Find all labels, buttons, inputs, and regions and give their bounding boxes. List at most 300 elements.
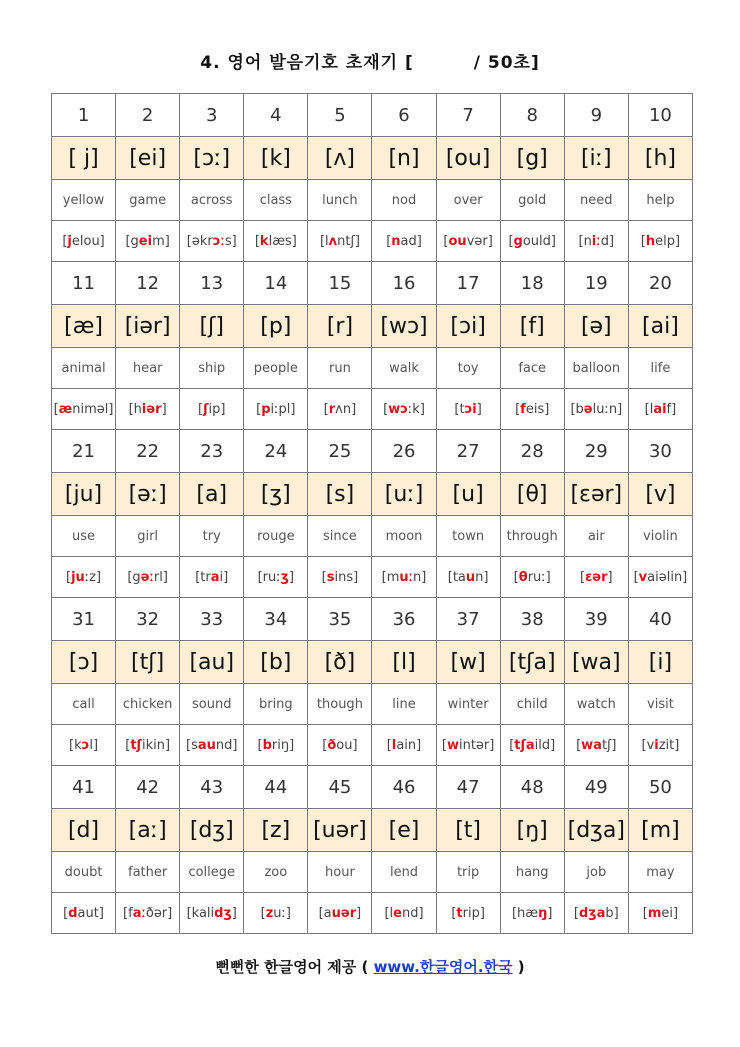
word-cell: call [52, 684, 116, 725]
symbol-cell: [iː] [564, 137, 628, 180]
footer [0, 956, 740, 977]
symbol-cell: [l] [372, 641, 436, 684]
ipa-text: uː] [273, 905, 291, 921]
number-cell: 15 [308, 262, 372, 305]
ipa-text: ikin] [141, 737, 171, 753]
title-prefix: 4. 영어 발음기호 초재기 [ [200, 53, 414, 73]
footer-end: ) [512, 958, 525, 976]
symbol-cell: [i] [628, 641, 692, 684]
ipa-highlight: au [197, 737, 216, 753]
ipa-cell [244, 221, 308, 262]
number-cell: 47 [436, 766, 500, 809]
word-cell: violin [628, 516, 692, 557]
ipa-cell [116, 221, 180, 262]
ipa-text: n] [413, 569, 427, 585]
number-cell: 35 [308, 598, 372, 641]
ipa-text: [ [254, 233, 260, 249]
symbol-cell: [uər] [308, 809, 372, 852]
number-cell: 46 [372, 766, 436, 809]
ipa-text: [ [633, 569, 639, 585]
ipa-text: [ [451, 905, 457, 921]
word-cell: child [500, 684, 564, 725]
ipa-cell [244, 389, 308, 430]
ipa-text: ːk] [407, 401, 425, 417]
footer-link[interactable]: www.한글영어.한국 [373, 958, 513, 976]
ipa-text: d] [600, 233, 615, 249]
word-cell: class [244, 180, 308, 221]
ipa-cell [436, 893, 500, 934]
ipa-text: [ [573, 905, 579, 921]
word-cell: father [116, 852, 180, 893]
num-row [52, 262, 693, 305]
ipa-text: [v [641, 737, 655, 753]
ipa-text: [ruː [257, 569, 281, 585]
word-cell: across [180, 180, 244, 221]
ipa-text: [ [323, 401, 329, 417]
ipa-text: s] [224, 233, 237, 249]
ipa-text: [ [66, 569, 72, 585]
ipa-text: ntʃ] [337, 233, 360, 249]
ipa-cell [500, 389, 564, 430]
ipa-highlight: l [391, 737, 397, 753]
number-cell: 19 [564, 262, 628, 305]
ipa-highlight: i [654, 737, 659, 753]
ipa-cell [628, 557, 692, 598]
number-cell: 10 [628, 94, 692, 137]
symbol-cell: [θ] [500, 473, 564, 516]
ipa-text: [hæ [511, 905, 539, 921]
ipa-text: luːn] [592, 401, 623, 417]
number-cell: 40 [628, 598, 692, 641]
ipa-text: ʌn] [335, 401, 357, 417]
number-cell: 26 [372, 430, 436, 473]
ipa-highlight: a [210, 569, 220, 585]
ipa-text: [l [644, 401, 654, 417]
word-cell: may [628, 852, 692, 893]
ipa-highlight: æ [58, 401, 73, 417]
ipa-text: ei] [661, 905, 679, 921]
ipa-text: [ [386, 737, 392, 753]
sym-row [52, 137, 693, 180]
ipa-text: nd] [215, 737, 238, 753]
symbol-cell: [m] [628, 809, 692, 852]
ipa-text: ] [356, 905, 362, 921]
ipa-text: ou] [336, 737, 358, 753]
symbol-cell: [wa] [564, 641, 628, 684]
symbol-cell: [aː] [116, 809, 180, 852]
ipa-text: ] [231, 905, 237, 921]
ipa-highlight: θ [518, 569, 528, 585]
ipa-highlight: ʒ [280, 569, 289, 585]
word-cell: lunch [308, 180, 372, 221]
ipa-text: [ [322, 737, 328, 753]
ipa-text: ðər] [145, 905, 173, 921]
word-cell: lend [372, 852, 436, 893]
symbol-cell: [ai] [628, 305, 692, 348]
ipa-cell [500, 893, 564, 934]
number-cell: 38 [500, 598, 564, 641]
number-cell: 49 [564, 766, 628, 809]
ipa-text: aiəlin] [647, 569, 688, 585]
word-cell: air [564, 516, 628, 557]
ipa-highlight: e [393, 905, 402, 921]
sym-row [52, 809, 693, 852]
ipa-highlight: r [328, 401, 336, 417]
ipa-text: [h [128, 401, 142, 417]
ipa-cell [116, 557, 180, 598]
ipa-highlight: ɔː [212, 233, 225, 249]
word-cell: watch [564, 684, 628, 725]
ipa-highlight: ou [448, 233, 467, 249]
ipa-text: [ [579, 569, 586, 585]
ipa-cell [308, 725, 372, 766]
ipa-cell [244, 557, 308, 598]
ipa-row [52, 389, 693, 430]
ipa-cell [308, 389, 372, 430]
word-row [52, 516, 693, 557]
ipa-text: ain] [396, 737, 422, 753]
symbol-cell: [a] [180, 473, 244, 516]
ipa-highlight: ʃ [203, 401, 209, 417]
ipa-cell [436, 389, 500, 430]
word-cell: use [52, 516, 116, 557]
ipa-cell [564, 389, 628, 430]
ipa-text: i] [219, 569, 229, 585]
ipa-text: elou] [71, 233, 105, 249]
ipa-text: [ [321, 569, 327, 585]
ipa-text: [n [578, 233, 592, 249]
number-cell: 45 [308, 766, 372, 809]
number-cell: 30 [628, 430, 692, 473]
number-cell: 14 [244, 262, 308, 305]
ipa-highlight: f [520, 401, 526, 417]
ipa-text: ins] [334, 569, 359, 585]
ipa-cell [116, 389, 180, 430]
ipa-row [52, 893, 693, 934]
word-cell: through [500, 516, 564, 557]
ipa-highlight: j [67, 233, 72, 249]
ipa-text: n] [475, 569, 489, 585]
symbol-cell: [w] [436, 641, 500, 684]
ipa-text: [t [454, 401, 465, 417]
ipa-text: ːz] [84, 569, 102, 585]
ipa-highlight: dʒa [578, 905, 606, 921]
ipa-text: tʃ] [601, 737, 617, 753]
number-cell: 41 [52, 766, 116, 809]
ipa-cell [180, 725, 244, 766]
ipa-text: [ [509, 737, 515, 753]
symbol-cell: [ei] [116, 137, 180, 180]
ipa-text: ad] [400, 233, 422, 249]
number-cell: 50 [628, 766, 692, 809]
ipa-text: [ [125, 737, 131, 753]
symbol-cell: [wɔ] [372, 305, 436, 348]
ipa-highlight: wa [581, 737, 602, 753]
symbol-cell: [g] [500, 137, 564, 180]
ipa-text: aut] [77, 905, 104, 921]
symbol-cell: [z] [244, 809, 308, 852]
number-cell: 11 [52, 262, 116, 305]
ipa-highlight: ai [653, 401, 667, 417]
ipa-highlight: wɔ [388, 401, 408, 417]
ipa-text: [ [260, 905, 266, 921]
ipa-text: b] [605, 905, 619, 921]
word-cell: ship [180, 348, 244, 389]
ipa-text: [ [62, 233, 68, 249]
word-cell: run [308, 348, 372, 389]
ipa-text: [f [123, 905, 133, 921]
sym-row [52, 473, 693, 516]
ipa-cell [436, 557, 500, 598]
ipa-highlight: tʃ [130, 737, 142, 753]
ipa-text: ] [476, 401, 482, 417]
ipa-highlight: iər [141, 401, 162, 417]
word-cell: moon [372, 516, 436, 557]
ipa-highlight: k [259, 233, 269, 249]
symbol-cell: [t] [436, 809, 500, 852]
symbol-cell: [dʒ] [180, 809, 244, 852]
symbol-cell: [ə] [564, 305, 628, 348]
word-cell: hear [116, 348, 180, 389]
ipa-cell [52, 725, 116, 766]
ipa-highlight: g [513, 233, 523, 249]
word-cell: balloon [564, 348, 628, 389]
ipa-cell [500, 221, 564, 262]
ipa-text: [ [576, 737, 582, 753]
symbol-cell: [ʒ] [244, 473, 308, 516]
ipa-text: læs] [268, 233, 297, 249]
ipa-highlight: w [446, 737, 459, 753]
ipa-highlight: t [456, 905, 463, 921]
symbol-cell: [tʃa] [500, 641, 564, 684]
ipa-text: [ [515, 401, 521, 417]
ipa-cell [372, 389, 436, 430]
ipa-cell [52, 389, 116, 430]
ipa-text: ild] [534, 737, 556, 753]
ipa-text: [l [319, 233, 329, 249]
symbol-cell: [ð] [308, 641, 372, 684]
sym-row [52, 641, 693, 684]
ipa-cell [500, 725, 564, 766]
word-cell: try [180, 516, 244, 557]
word-cell: yellow [52, 180, 116, 221]
word-row [52, 348, 693, 389]
number-cell: 43 [180, 766, 244, 809]
number-cell: 2 [116, 94, 180, 137]
ipa-highlight: aː [132, 905, 146, 921]
ipa-cell [372, 893, 436, 934]
ipa-text: [k [69, 737, 82, 753]
ipa-cell [308, 557, 372, 598]
ipa-highlight: ju [71, 569, 85, 585]
ipa-text: [ [53, 401, 59, 417]
number-cell: 28 [500, 430, 564, 473]
number-cell: 34 [244, 598, 308, 641]
ipa-cell [564, 557, 628, 598]
ipa-text: vər] [466, 233, 493, 249]
ipa-highlight: z [265, 905, 274, 921]
word-row [52, 180, 693, 221]
number-cell: 37 [436, 598, 500, 641]
number-cell: 17 [436, 262, 500, 305]
number-cell: 44 [244, 766, 308, 809]
symbol-cell: [ʌ] [308, 137, 372, 180]
ipa-cell [244, 893, 308, 934]
symbol-cell: [f] [500, 305, 564, 348]
symbol-cell: [n] [372, 137, 436, 180]
symbol-cell: [ou] [436, 137, 500, 180]
symbol-cell: [d] [52, 809, 116, 852]
ipa-cell [564, 725, 628, 766]
number-cell: 36 [372, 598, 436, 641]
word-cell: people [244, 348, 308, 389]
word-cell: over [436, 180, 500, 221]
ipa-text: [ [441, 737, 447, 753]
number-cell: 23 [180, 430, 244, 473]
ipa-cell [244, 725, 308, 766]
ipa-highlight: ð [327, 737, 337, 753]
ipa-cell [564, 893, 628, 934]
ipa-text: ip] [208, 401, 226, 417]
ipa-cell [628, 389, 692, 430]
symbol-cell: [ɔ] [52, 641, 116, 684]
ipa-highlight: p [261, 401, 271, 417]
ipa-text: [ [125, 233, 131, 249]
word-cell: visit [628, 684, 692, 725]
ipa-highlight: dʒ [214, 905, 232, 921]
ipa-cell [308, 893, 372, 934]
ipa-highlight: uː [399, 569, 414, 585]
word-cell: walk [372, 348, 436, 389]
symbol-cell: [ j] [52, 137, 116, 180]
ipa-text: [ [257, 737, 263, 753]
ipa-text: intər] [458, 737, 495, 753]
symbol-cell: [ɔː] [180, 137, 244, 180]
ipa-cell [180, 893, 244, 934]
symbol-cell: [ju] [52, 473, 116, 516]
footer-text: 뻔뻔한 한글영어 제공 ( [215, 958, 374, 976]
ipa-text: iːpl] [270, 401, 296, 417]
symbol-cell: [u] [436, 473, 500, 516]
ipa-text: ] [547, 905, 553, 921]
word-cell: face [500, 348, 564, 389]
word-cell: bring [244, 684, 308, 725]
symbol-cell: [æ] [52, 305, 116, 348]
ipa-text: l] [89, 737, 99, 753]
ipa-cell [436, 221, 500, 262]
ipa-text: eis] [525, 401, 550, 417]
ipa-cell [628, 893, 692, 934]
page-title [0, 48, 740, 73]
word-cell: college [180, 852, 244, 893]
symbol-cell: [k] [244, 137, 308, 180]
ipa-cell [180, 557, 244, 598]
symbol-cell: [ɔi] [436, 305, 500, 348]
word-cell: help [628, 180, 692, 221]
word-cell: gold [500, 180, 564, 221]
symbol-cell: [v] [628, 473, 692, 516]
number-cell: 18 [500, 262, 564, 305]
number-cell: 31 [52, 598, 116, 641]
ipa-highlight: v [638, 569, 648, 585]
ipa-text: rip] [462, 905, 485, 921]
ipa-cell [116, 725, 180, 766]
symbol-cell: [b] [244, 641, 308, 684]
ipa-text: ] [607, 569, 613, 585]
sym-row [52, 305, 693, 348]
number-cell: 27 [436, 430, 500, 473]
ipa-cell [564, 221, 628, 262]
ipa-cell [628, 221, 692, 262]
word-cell: toy [436, 348, 500, 389]
word-cell: town [436, 516, 500, 557]
symbol-cell: [p] [244, 305, 308, 348]
symbol-cell: [s] [308, 473, 372, 516]
word-cell: rouge [244, 516, 308, 557]
number-cell: 1 [52, 94, 116, 137]
ipa-text: [ [443, 233, 449, 249]
ipa-highlight: ŋ [538, 905, 548, 921]
ipa-text: [a [318, 905, 332, 921]
word-row [52, 684, 693, 725]
ipa-text: ruː] [527, 569, 551, 585]
ipa-cell [372, 725, 436, 766]
ipa-text: [kali [186, 905, 215, 921]
ipa-highlight: s [326, 569, 335, 585]
symbol-cell: [e] [372, 809, 436, 852]
ipa-text: rl] [153, 569, 168, 585]
number-cell: 8 [500, 94, 564, 137]
number-cell: 39 [564, 598, 628, 641]
number-cell: 24 [244, 430, 308, 473]
number-cell: 13 [180, 262, 244, 305]
ipa-row [52, 221, 693, 262]
ipa-highlight: n [391, 233, 401, 249]
ipa-text: [ [642, 905, 648, 921]
ipa-cell [628, 725, 692, 766]
ipa-text: [ [386, 233, 392, 249]
number-cell: 6 [372, 94, 436, 137]
ipa-text: [əkr [186, 233, 213, 249]
ipa-cell [372, 221, 436, 262]
ipa-row [52, 725, 693, 766]
word-cell: hour [308, 852, 372, 893]
word-cell: chicken [116, 684, 180, 725]
number-cell: 3 [180, 94, 244, 137]
title-suffix: / 50초] [473, 53, 540, 73]
ipa-text: zit] [658, 737, 680, 753]
word-cell: trip [436, 852, 500, 893]
ipa-text: ] [288, 569, 295, 585]
ipa-text: [ [508, 233, 514, 249]
word-cell: job [564, 852, 628, 893]
ipa-cell [52, 557, 116, 598]
number-cell: 48 [500, 766, 564, 809]
symbol-cell: [dʒa] [564, 809, 628, 852]
num-row [52, 430, 693, 473]
ipa-cell [52, 221, 116, 262]
symbol-cell: [h] [628, 137, 692, 180]
number-cell: 12 [116, 262, 180, 305]
num-row [52, 766, 693, 809]
word-cell: girl [116, 516, 180, 557]
ipa-highlight: εər [585, 569, 608, 585]
ipa-text: [g [127, 569, 141, 585]
ipa-cell [436, 725, 500, 766]
ipa-cell [180, 221, 244, 262]
ipa-highlight: h [645, 233, 656, 249]
ipa-highlight: uər [331, 905, 357, 921]
